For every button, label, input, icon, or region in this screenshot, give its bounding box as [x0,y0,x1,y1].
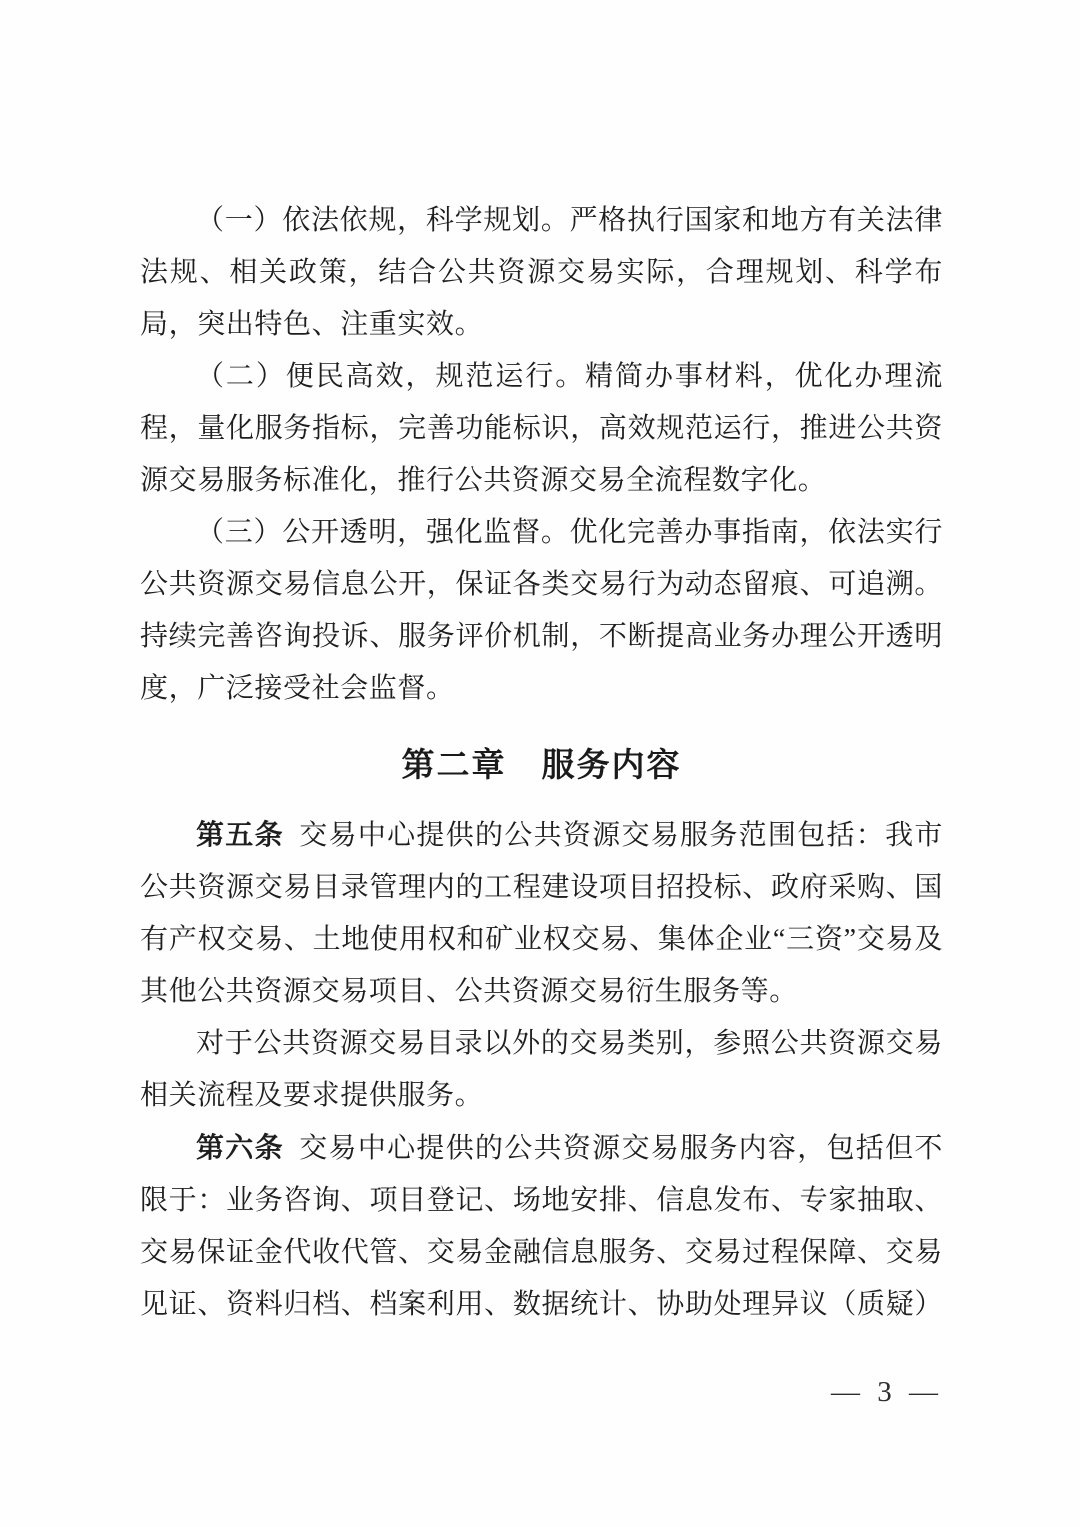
paragraph-article-6 [140,1122,943,1331]
paragraph-text: 交易中心提供的公共资源交易服务范围包括：我市公共资源交易目录管理内的工程建设项目招投标、政府采购、国有产权交易、土地使用权和矿业权交易、集体企业“三资”交易及其他公共资源交易项目、公共资源交易衍生服务等。 [140,820,943,1007]
article-number-label: 第六条 [196,1132,284,1163]
paragraph-text: （三）公开透明，强化监督。优化完善办事指南，依法实行公共资源交易信息公开，保证各类交易行为动态留痕、可追溯。持续完善咨询投诉、服务评价机制，不断提高业务办理公开透明度，广泛接受社会监督。 [140,517,943,704]
paragraph-catalog-exception [140,1018,943,1122]
paragraph-text: 交易中心提供的公共资源交易服务内容，包括但不限于：业务咨询、项目登记、场地安排、信息发布、专家抽取、交易保证金代收代管、交易金融信息服务、交易过程保障、交易见证、资料归档、档案利用、数据统计、协助处理异议（质疑） [140,1133,943,1320]
paragraph-text: （二）便民高效，规范运行。精简办事材料，优化办理流程，量化服务指标，完善功能标识，高效规范运行，推进公共资源交易服务标准化，推行公共资源交易全流程数字化。 [140,361,943,496]
article-number-label: 第五条 [196,819,284,850]
document-content [140,195,943,1331]
paragraph-text: （一）依法依规，科学规划。严格执行国家和地方有关法律法规、相关政策，结合公共资源交易实际，合理规划、科学布局，突出特色、注重实效。 [140,205,943,340]
paragraph-principle-3 [140,507,943,715]
page-number: — 3 — [831,1376,943,1408]
paragraph-principle-2 [140,351,943,507]
paragraph-text: 对于公共资源交易目录以外的交易类别，参照公共资源交易相关流程及要求提供服务。 [140,1028,943,1111]
chapter-heading: 第二章 服务内容 [401,746,682,783]
paragraph-article-5 [140,809,943,1018]
paragraph-principle-1 [140,195,943,351]
